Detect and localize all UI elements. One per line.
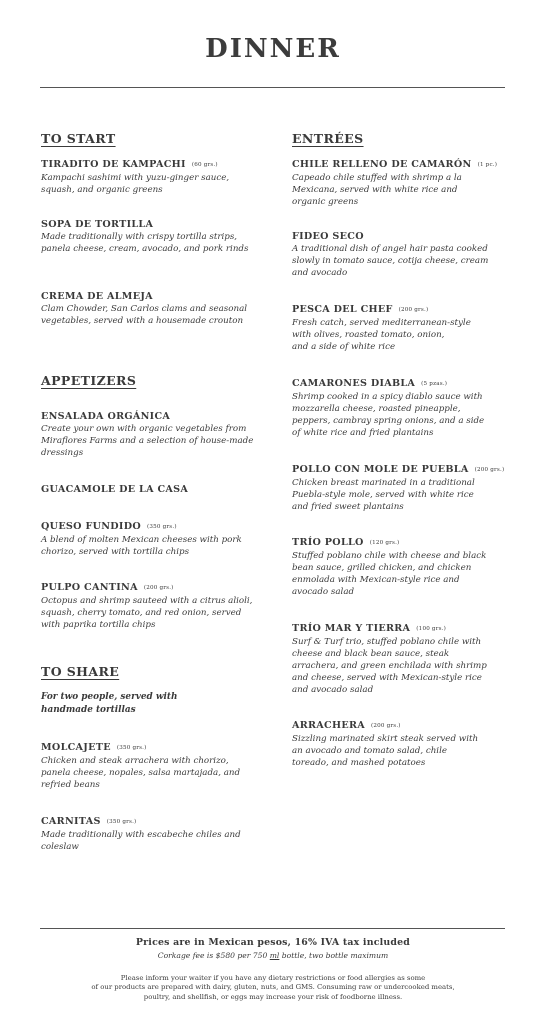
top-divider [40, 87, 505, 88]
item-description: Shrimp cooked in a spicy diablo sauce with mozzarella cheese, roasted pineapple, peppers, cambray spring onions, and a side of white rice and fried plantains [292, 392, 485, 438]
item-name: QUESO FUNDIDO [41, 521, 141, 532]
item-weight: (350 grs.) [116, 745, 147, 751]
item-name: GUACAMOLE DE LA CASA [41, 484, 189, 495]
menu-item [292, 463, 507, 513]
share-note: For two people, served with handmade tortillas [41, 692, 178, 715]
item-name: FIDEO SECO [292, 231, 364, 242]
item-name: CREMA DE ALMEJA [41, 291, 153, 302]
item-weight: (100 grs.) [416, 626, 447, 632]
menu-item [41, 581, 281, 631]
item-description: Fresh catch, served mediterranean-style with olives, roasted tomato, onion, and a side of white rice [292, 318, 471, 352]
menu-item [292, 622, 507, 696]
bottom-divider [40, 928, 505, 929]
item-description: Kampachi sashimi with yuzu-ginger sauce, squash, and organic greens [41, 173, 230, 195]
section-heading-appetizers: APPETIZERS [41, 373, 137, 388]
menu-item [41, 520, 281, 558]
corkage-text: Corkage fee is $580 per 750 [157, 951, 270, 960]
prices-note: Prices are in Mexican pesos, 16% IVA tax included [135, 937, 411, 948]
item-name: SOPA DE TORTILLA [41, 219, 154, 230]
item-name: PESCA DEL CHEF [292, 304, 393, 315]
section-heading-to-start: TO START [41, 131, 116, 146]
item-weight: (200 grs.) [398, 307, 429, 313]
item-weight: (120 grs.) [369, 540, 400, 546]
menu-title: DINNER [205, 34, 341, 64]
item-name: TRÍO POLLO [292, 537, 364, 548]
menu-item [41, 218, 281, 255]
section-heading-entrees: ENTRÉES [292, 131, 364, 146]
item-name: ARRACHERA [292, 720, 365, 731]
menu-item [292, 536, 507, 598]
item-weight: (200 grs.) [474, 467, 505, 473]
item-description: Sizzling marinated skirt steak served with an avocado and tomato salad, chile toreado, and mashed potatoes [292, 734, 479, 768]
item-description: Stuffed poblano chile with cheese and black bean sauce, grilled chicken, and chicken enmolada with Mexican-style rice and avocado salad [292, 551, 487, 597]
item-weight: (200 grs.) [370, 723, 401, 729]
item-description: Create your own with organic vegetables from Miraflores Farms and a selection of house-made dressings [41, 424, 254, 458]
item-description: Clam Chowder, San Carlos clams and seasonal vegetables, served with a housemade crouton [41, 304, 248, 326]
menu-item [41, 815, 281, 853]
item-name: TIRADITO DE KAMPACHI [41, 159, 186, 170]
item-description: Surf & Turf trio, stuffed poblano chile with cheese and black bean sauce, steak arrachera, and green enchilada with shrimp and cheese, served with Mexican-style rice and avocado salad [292, 637, 487, 695]
item-name: PULPO CANTINA [41, 582, 138, 593]
item-name: CARNITAS [41, 816, 101, 827]
menu-item [292, 303, 507, 353]
menu-item [41, 410, 281, 459]
item-description: A blend of molten Mexican cheeses with pork chorizo, served with tortilla chips [41, 535, 242, 557]
item-weight: (60 grs.) [191, 162, 218, 168]
corkage-note [0, 951, 546, 960]
menu-item [41, 290, 281, 327]
item-description: Octopus and shrimp sauteed with a citrus alioli, squash, cherry tomato, and red onion, served with paprika tortilla chips [41, 596, 253, 630]
item-description: A traditional dish of angel hair pasta cooked slowly in tomato sauce, cotija cheese, cream and avocado [292, 244, 489, 278]
item-description: Chicken breast marinated in a traditional Puebla-style mole, served with white rice and fried sweet plantains [292, 478, 475, 512]
menu-item [41, 483, 281, 496]
menu-item [292, 230, 507, 279]
item-name: ENSALADA ORGÁNICA [41, 411, 171, 422]
item-weight: (200 grs.) [143, 585, 174, 591]
section-heading-to-share: TO SHARE [41, 664, 120, 679]
item-description: Chicken and steak arrachera with chorizo, panela cheese, nopales, salsa martajada, and refried beans [41, 756, 241, 790]
corkage-text-end: bottle, two bottle maximum [279, 951, 389, 960]
item-weight: (5 pzas.) [421, 381, 448, 387]
item-description: Capeado chile stuffed with shrimp a la Mexicana, served with white rice and organic greens [292, 173, 462, 207]
item-description: Made traditionally with crispy tortilla strips, panela cheese, cream, avocado, and pork rinds [41, 232, 249, 254]
menu-item [292, 377, 507, 439]
item-name: TRÍO MAR Y TIERRA [292, 623, 411, 634]
item-weight: (350 grs.) [106, 819, 137, 825]
item-name: CHILE RELLENO DE CAMARÓN [292, 159, 472, 170]
menu-item [41, 741, 281, 791]
item-name: MOLCAJETE [41, 742, 111, 753]
item-name: POLLO CON MOLE DE PUEBLA [292, 464, 469, 475]
corkage-unit: ml [269, 951, 280, 960]
allergy-disclaimer: Please inform your waiter if you have any dietary restrictions or food allergies as some of our products are prepared with dairy, gluten, nuts, and GMS. Consuming raw or undercooked meats, poultry, and shellfish, or eggs may increase your risk of foodborne illness. [91, 974, 455, 1001]
item-weight: (350 grs.) [147, 524, 177, 530]
item-weight: (1 pc.) [477, 162, 498, 168]
item-description: Made traditionally with escabeche chiles and coleslaw [41, 830, 241, 852]
item-name: CAMARONES DIABLA [292, 378, 416, 389]
menu-item [292, 158, 507, 208]
menu-item [41, 158, 281, 196]
menu-item [292, 719, 507, 769]
